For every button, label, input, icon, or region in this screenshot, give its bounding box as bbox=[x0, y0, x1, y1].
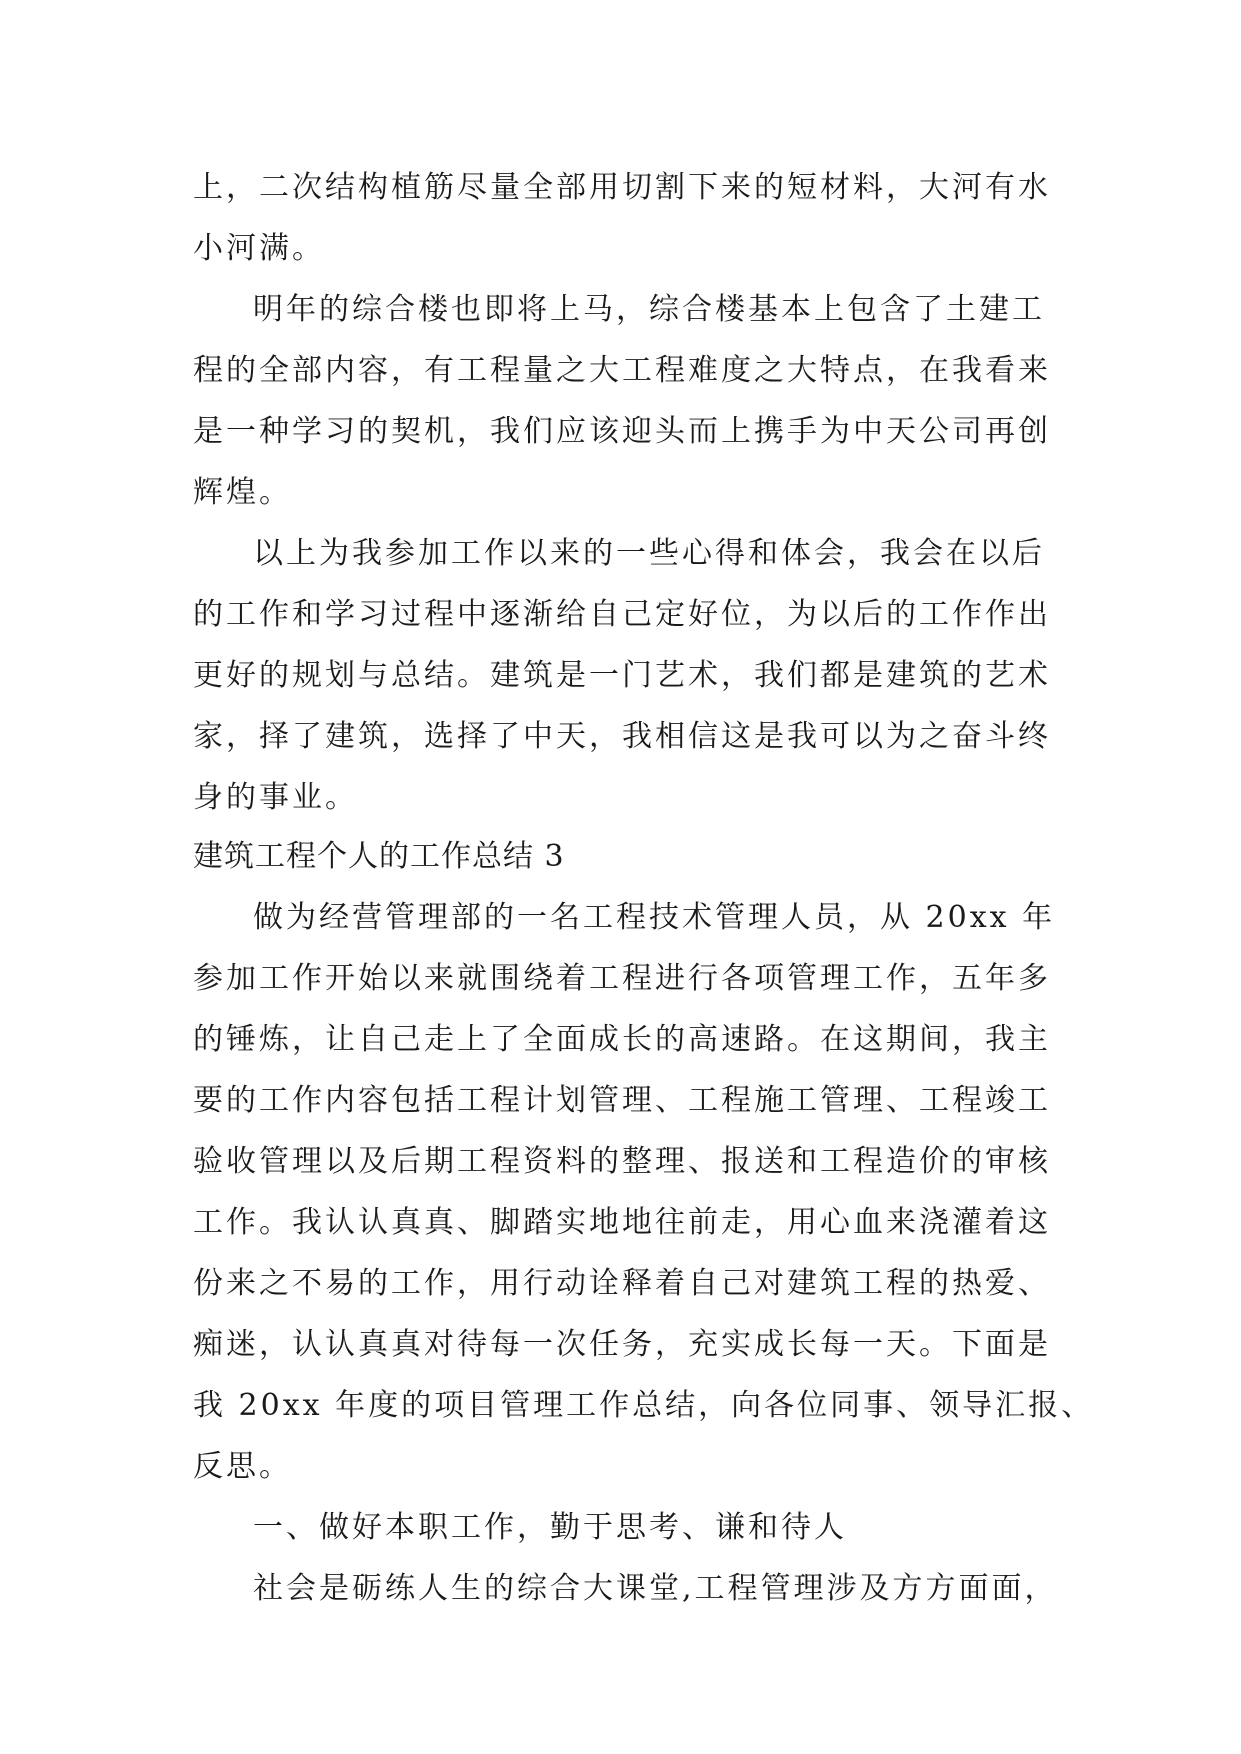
body-text-line: 的锤炼，让自己走上了全面成长的高速路。在这期间，我主 bbox=[193, 1022, 1051, 1057]
body-text-line: 是一种学习的契机，我们应该迎头而上携手为中天公司再创 bbox=[193, 414, 1051, 449]
body-text-line: 上，二次结构植筋尽量全部用切割下来的短材料，大河有水 bbox=[193, 170, 1051, 205]
body-text-line: 份来之不易的工作，用行动诠释着自己对建筑工程的热爱、 bbox=[193, 1266, 1051, 1301]
paragraph-first-line: 社会是砺练人生的综合大课堂,工程管理涉及方方面面， bbox=[253, 1571, 1058, 1606]
body-text-line: 程的全部内容，有工程量之大工程难度之大特点，在我看来 bbox=[193, 353, 1051, 388]
body-text-line: 要的工作内容包括工程计划管理、工程施工管理、工程竣工 bbox=[193, 1083, 1051, 1118]
body-text-line: 更好的规划与总结。建筑是一门艺术，我们都是建筑的艺术 bbox=[193, 658, 1051, 693]
body-text-line: 痴迷，认认真真对待每一次任务，充实成长每一天。下面是 bbox=[193, 1327, 1051, 1362]
body-text-line: 辉煌。 bbox=[193, 475, 292, 510]
body-text-line: 的工作和学习过程中逐渐给自己定好位，为以后的工作作出 bbox=[193, 597, 1051, 632]
body-text-line: 工作。我认认真真、脚踏实地地往前走，用心血来浇灌着这 bbox=[193, 1205, 1051, 1240]
subsection-heading: 一、做好本职工作，勤于思考、谦和待人 bbox=[253, 1510, 847, 1545]
paragraph-first-line: 明年的综合楼也即将上马，综合楼基本上包含了土建工 bbox=[253, 292, 1045, 327]
body-text-line: 验收管理以及后期工程资料的整理、报送和工程造价的审核 bbox=[193, 1144, 1051, 1179]
paragraph-first-line: 做为经营管理部的一名工程技术管理人员，从 20xx 年 bbox=[253, 900, 1056, 935]
body-text-line: 参加工作开始以来就围绕着工程进行各项管理工作，五年多 bbox=[193, 961, 1051, 996]
body-text-line: 反思。 bbox=[193, 1449, 292, 1484]
body-text-line: 我 20xx 年度的项目管理工作总结，向各位同事、领导汇报、 bbox=[193, 1388, 1095, 1423]
paragraph-first-line: 以上为我参加工作以来的一些心得和体会，我会在以后 bbox=[253, 536, 1045, 571]
section-heading: 建筑工程个人的工作总结 3 bbox=[193, 839, 565, 874]
body-text-line: 身的事业。 bbox=[193, 780, 358, 815]
body-text-line: 小河满。 bbox=[193, 231, 325, 266]
body-text-line: 家，择了建筑，选择了中天，我相信这是我可以为之奋斗终 bbox=[193, 719, 1051, 754]
